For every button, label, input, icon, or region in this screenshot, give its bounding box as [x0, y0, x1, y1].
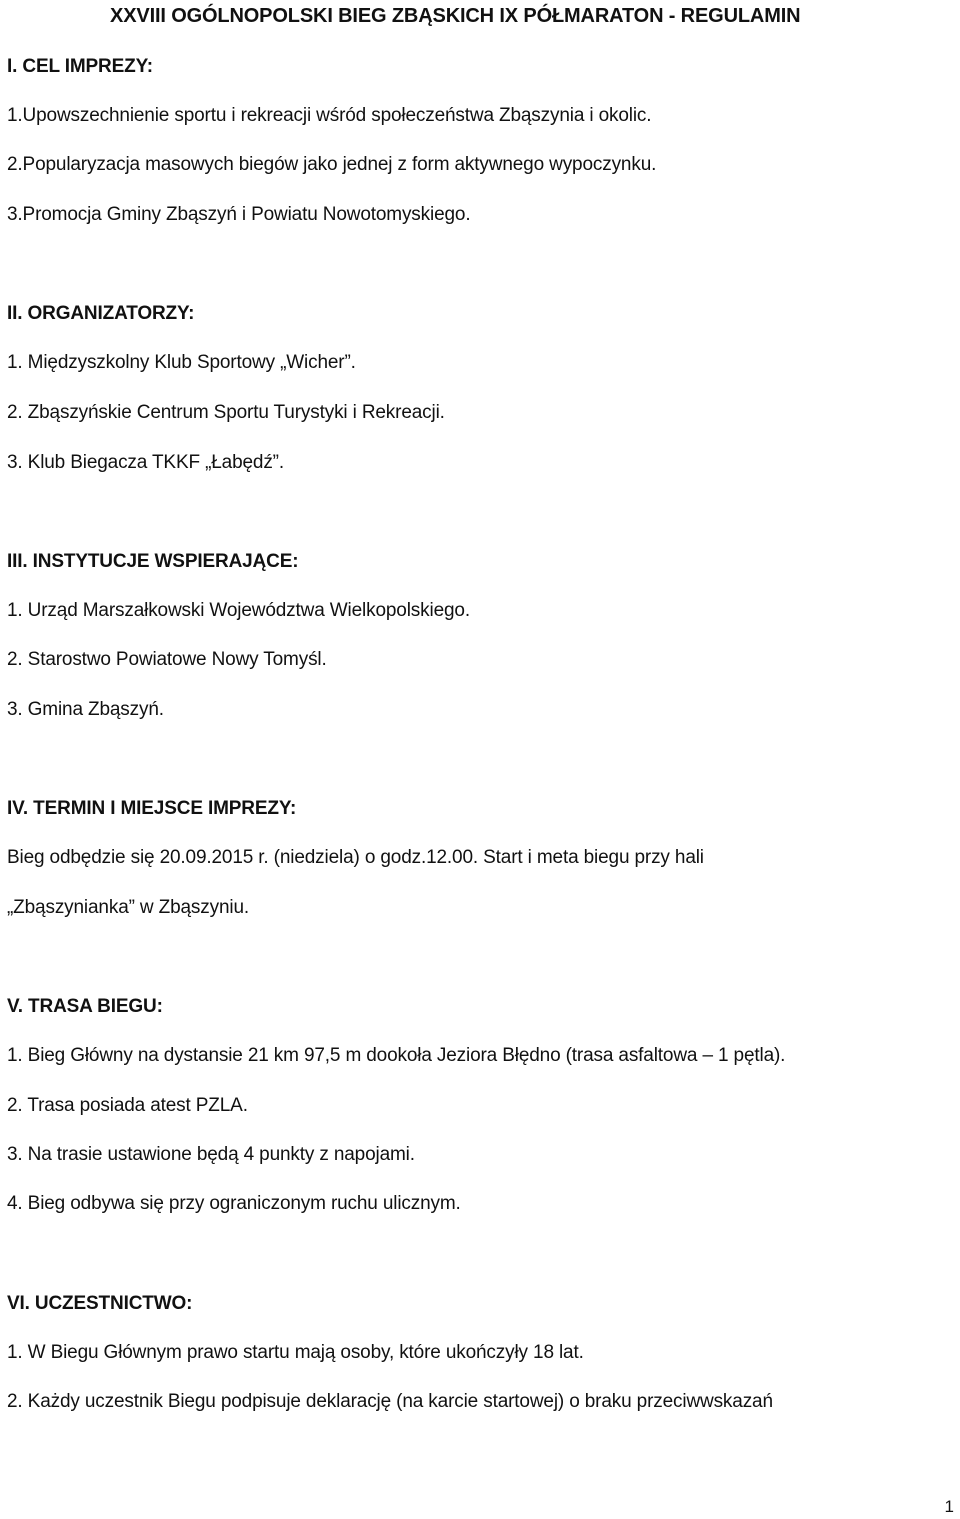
list-item: 2. Starostwo Powiatowe Nowy Tomyśl. — [7, 649, 327, 670]
document-title: XXVIII OGÓLNOPOLSKI BIEG ZBĄSKICH IX PÓŁMARATON - REGULAMIN — [110, 5, 801, 27]
list-item: 4. Bieg odbywa się przy ograniczonym ruchu ulicznym. — [7, 1193, 461, 1214]
list-item: 1. W Biegu Głównym prawo startu mają osoby, które ukończyły 18 lat. — [7, 1342, 584, 1363]
list-item: 2. Zbąszyńskie Centrum Sportu Turystyki i Rekreacji. — [7, 402, 445, 423]
section-heading-uczestnictwo: VI. UCZESTNICTWO: — [7, 1293, 193, 1314]
list-item: 1. Bieg Główny na dystansie 21 km 97,5 m dookoła Jeziora Błędno (trasa asfaltowa – 1 pętla). — [7, 1045, 786, 1066]
list-item: 2. Trasa posiada atest PZLA. — [7, 1095, 248, 1116]
list-item: 3. Gmina Zbąszyń. — [7, 699, 164, 720]
list-item: 2. Każdy uczestnik Biegu podpisuje deklarację (na karcie startowej) o braku przeciwwskazań — [7, 1391, 773, 1412]
paragraph-line: Bieg odbędzie się 20.09.2015 r. (niedziela) o godz.12.00. Start i meta biegu przy hali — [7, 847, 704, 868]
list-item: 3.Promocja Gminy Zbąszyń i Powiatu Nowotomyskiego. — [7, 204, 471, 225]
list-item: 3. Na trasie ustawione będą 4 punkty z napojami. — [7, 1144, 415, 1165]
list-item: 3. Klub Biegacza TKKF „Łabędź”. — [7, 452, 284, 473]
section-heading-cel-imprezy: I. CEL IMPREZY: — [7, 56, 153, 77]
list-item: 1. Międzyszkolny Klub Sportowy „Wicher”. — [7, 352, 356, 373]
list-item: 2.Popularyzacja masowych biegów jako jednej z form aktywnego wypoczynku. — [7, 154, 657, 175]
section-heading-termin: IV. TERMIN I MIEJSCE IMPREZY: — [7, 798, 297, 819]
list-item: 1. Urząd Marszałkowski Województwa Wielkopolskiego. — [7, 600, 470, 621]
page-number: 1 — [944, 1497, 954, 1516]
section-heading-organizatorzy: II. ORGANIZATORZY: — [7, 303, 195, 324]
section-heading-instytucje: III. INSTYTUCJE WSPIERAJĄCE: — [7, 551, 299, 572]
paragraph-line: „Zbąszynianka” w Zbąszyniu. — [7, 897, 249, 918]
list-item: 1.Upowszechnienie sportu i rekreacji wśród społeczeństwa Zbąszynia i okolic. — [7, 105, 652, 126]
section-heading-trasa: V. TRASA BIEGU: — [7, 996, 163, 1017]
